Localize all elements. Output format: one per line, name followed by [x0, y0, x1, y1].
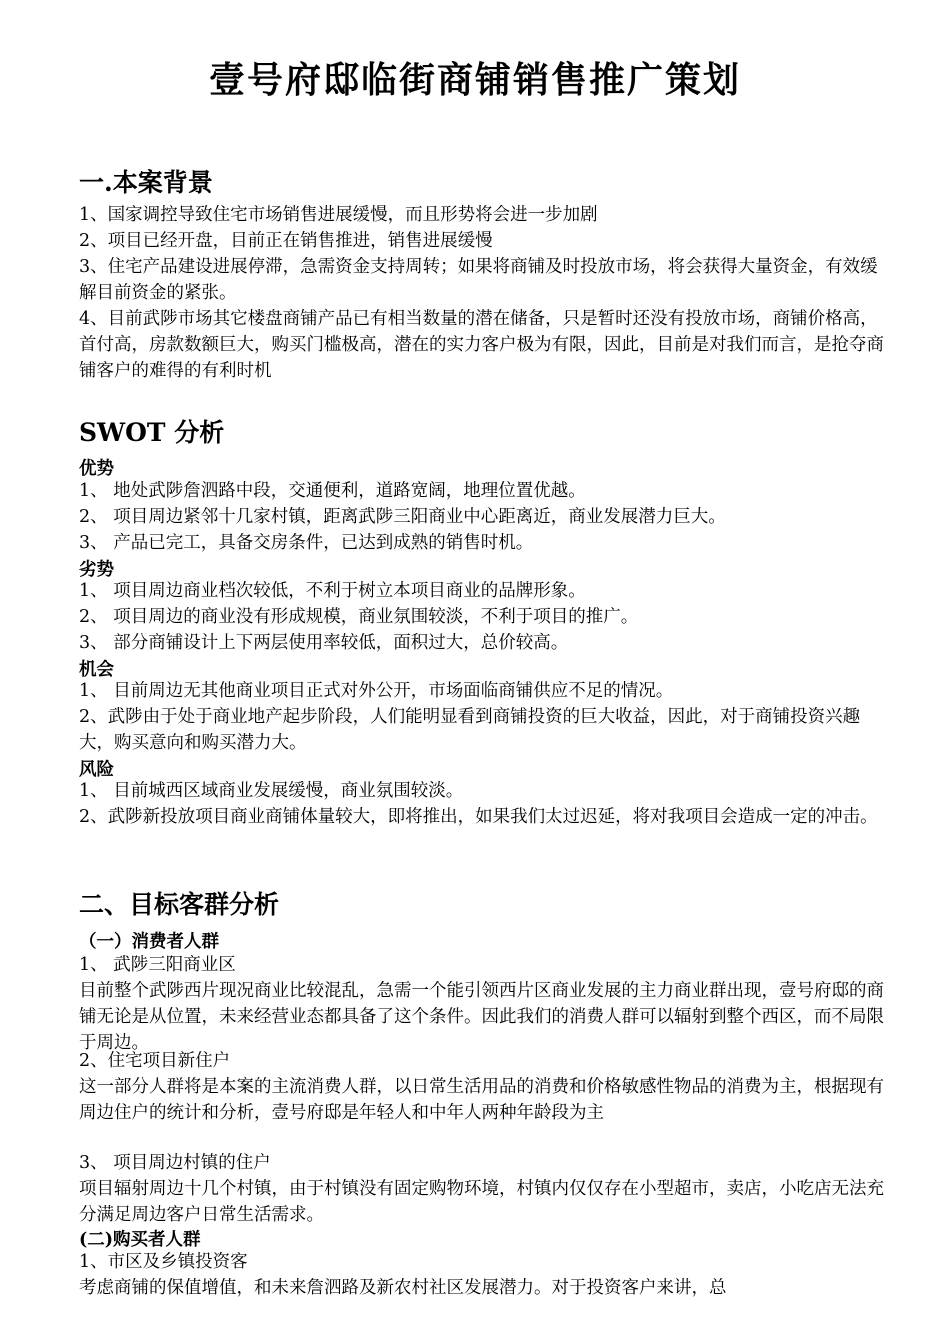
paragraph: 4、目前武陟市场其它楼盘商铺产品已有相当数量的潜在储备，只是暂时还没有投放市场，商铺价格高，首付高，房款数额巨大，购买门槛极高，潜在的实力客户极为有限，因此，目前是对我们而言，是抢夺商铺客户的难得的有利时机	[79, 309, 884, 381]
paragraph: 1、市区及乡镇投资客	[79, 1252, 248, 1272]
paragraph: 1、 武陟三阳商业区	[79, 955, 236, 975]
swot-threats-label: 风险	[79, 760, 114, 780]
document-title: 壹号府邸临街商铺销售推广策划	[208, 59, 741, 101]
paragraph: 1、 地处武陟詹泗路中段，交通便利，道路宽阔，地理位置优越。	[79, 481, 586, 501]
consumers-label: （一）消费者人群	[79, 932, 219, 952]
swot-strengths-label: 优势	[79, 459, 114, 479]
paragraph: 2、住宅项目新住户	[79, 1051, 231, 1071]
paragraph: 考虑商铺的保值增值，和未来詹泗路及新农村社区发展潜力。对于投资客户来讲，总	[79, 1278, 727, 1298]
paragraph: 2、 项目周边的商业没有形成规模，商业氛围较淡，不利于项目的推广。	[79, 607, 639, 627]
paragraph: 3、 项目周边村镇的住户	[79, 1153, 271, 1173]
buyers-label: (二)购买者人群	[79, 1230, 201, 1250]
paragraph: 1、 目前城西区域商业发展缓慢，商业氛围较淡。	[79, 781, 464, 801]
paragraph: 目前整个武陟西片现况商业比较混乱，急需一个能引领西片区商业发展的主力商业群出现，壹号府邸的商铺无论是从位置，未来经营业态都具备了这个条件。因此我们的消费人群可以辐射到整个西区，而不局限于周边。	[79, 981, 884, 1053]
section-heading-target-customers: 二、目标客群分析	[79, 890, 280, 919]
paragraph: 1、 目前周边无其他商业项目正式对外公开，市场面临商铺供应不足的情况。	[79, 681, 674, 701]
paragraph: 2、武陟由于处于商业地产起步阶段，人们能明显看到商铺投资的巨大收益，因此，对于商铺投资兴趣大，购买意向和购买潜力大。	[79, 707, 861, 753]
paragraph: 3、住宅产品建设进展停滞，急需资金支持周转；如果将商铺及时投放市场，将会获得大量资金，有效缓解目前资金的紧张。	[79, 257, 878, 303]
paragraph: 3、 部分商铺设计上下两层使用率较低，面积过大，总价较高。	[79, 633, 569, 653]
section-heading-background: 一.本案背景	[79, 168, 213, 197]
paragraph: 1、 项目周边商业档次较低，不利于树立本项目商业的品牌形象。	[79, 581, 586, 601]
paragraph: 1、国家调控导致住宅市场销售进展缓慢，而且形势将会进一步加剧	[79, 205, 598, 225]
paragraph: 这一部分人群将是本案的主流消费人群，以日常生活用品的消费和价格敏感性物品的消费为主，根据现有周边住户的统计和分析，壹号府邸是年轻人和中年人两种年龄段为主	[79, 1077, 884, 1123]
paragraph: 2、项目已经开盘，目前正在销售推进，销售进展缓慢	[79, 231, 493, 251]
paragraph: 2、武陟新投放项目商业商铺体量较大，即将推出，如果我们太过迟延，将对我项目会造成一定的冲击。	[79, 807, 878, 827]
paragraph: 2、 项目周边紧邻十几家村镇，距离武陟三阳商业中心距离近，商业发展潜力巨大。	[79, 507, 726, 527]
swot-opportunities-label: 机会	[79, 660, 114, 680]
swot-weaknesses-label: 劣势	[79, 560, 114, 580]
paragraph: 3、 产品已完工，具备交房条件，已达到成熟的销售时机。	[79, 533, 534, 553]
section-heading-swot: SWOT 分析	[79, 418, 225, 447]
paragraph: 项目辐射周边十几个村镇，由于村镇没有固定购物环境，村镇内仅仅存在小型超市，卖店，小吃店无法充分满足周边客户日常生活需求。	[79, 1179, 884, 1225]
